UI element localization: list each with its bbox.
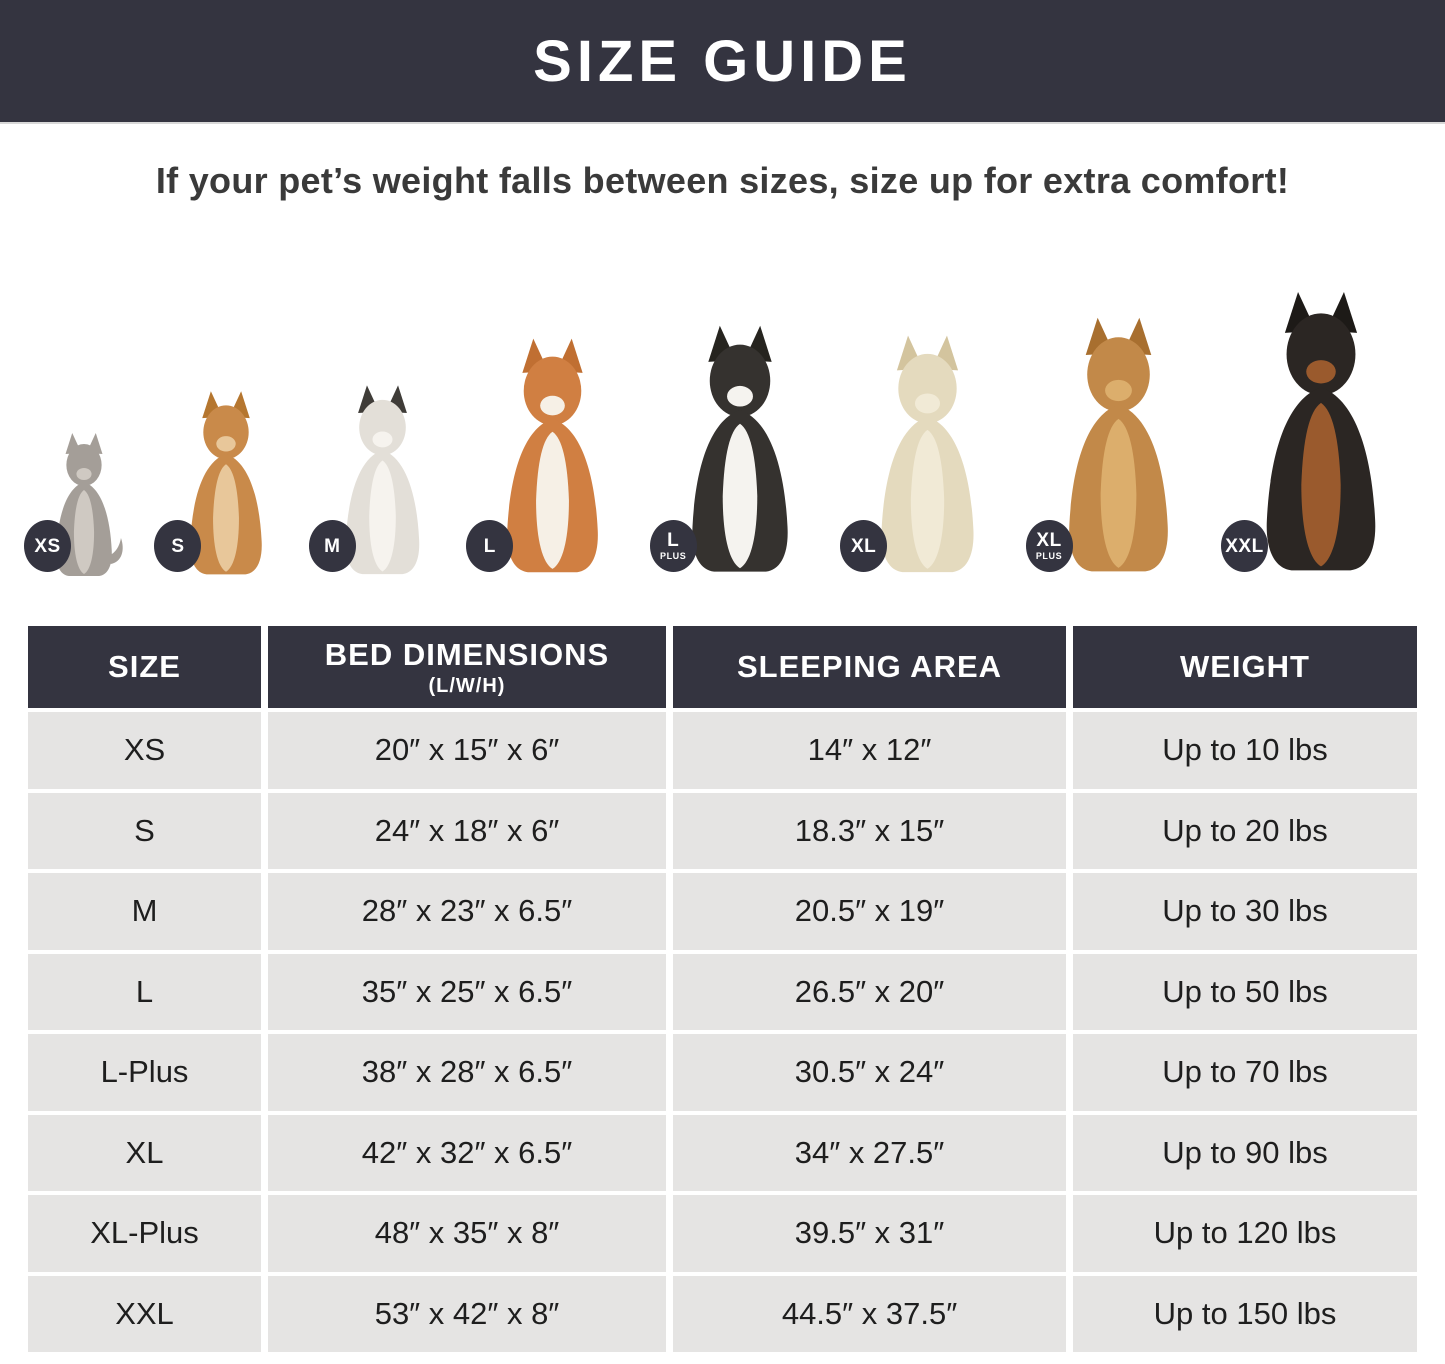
cell-bed: 35″ x 25″ x 6.5″ — [268, 954, 666, 1031]
banner — [0, 0, 1445, 124]
cell-size: M — [28, 873, 261, 950]
cell-area: 30.5″ x 24″ — [673, 1034, 1066, 1111]
cell-weight: Up to 70 lbs — [1073, 1034, 1417, 1111]
cell-size: XS — [28, 712, 261, 789]
size-badge-sublabel: PLUS — [659, 551, 687, 561]
size-badge — [466, 520, 513, 572]
cell-area: 18.3″ x 15″ — [673, 793, 1066, 870]
pet-pomeranian — [172, 390, 280, 582]
size-badge-label: XS — [34, 535, 61, 557]
pet-cat — [34, 432, 126, 582]
pet-labrador — [850, 334, 997, 582]
size-badge — [1026, 520, 1073, 572]
cell-weight: Up to 150 lbs — [1073, 1276, 1417, 1353]
size-badge-label: XL — [1036, 530, 1062, 551]
column-header-weight: WEIGHT — [1073, 626, 1417, 708]
cell-weight: Up to 50 lbs — [1073, 954, 1417, 1031]
pet-doberman — [1225, 290, 1403, 582]
size-badge-label: XXL — [1225, 535, 1264, 557]
cell-weight: Up to 10 lbs — [1073, 712, 1417, 789]
cell-area: 20.5″ x 19″ — [673, 873, 1066, 950]
cell-bed: 28″ x 23″ x 6.5″ — [268, 873, 666, 950]
pet-french-bulldog — [324, 384, 438, 582]
cell-size: L — [28, 954, 261, 1031]
cell-area: 26.5″ x 20″ — [673, 954, 1066, 1031]
cell-area: 14″ x 12″ — [673, 712, 1066, 789]
column-header-sleeping-area: SLEEPING AREA — [673, 626, 1066, 708]
size-badge-label: L — [667, 530, 680, 551]
pet-shiba-inu — [484, 337, 621, 582]
cell-size: S — [28, 793, 261, 870]
size-table — [28, 626, 1417, 1352]
cell-size: L-Plus — [28, 1034, 261, 1111]
size-badge — [309, 520, 356, 572]
subtitle: If your pet’s weight falls between sizes, size up for extra comfort! — [155, 160, 1290, 201]
size-badge — [840, 520, 887, 572]
column-header-bed-dimensions: BED DIMENSIONS (L/W/H) — [268, 626, 666, 708]
cell-size: XL-Plus — [28, 1195, 261, 1272]
size-badge-label: M — [324, 535, 341, 557]
cell-size: XXL — [28, 1276, 261, 1353]
pet-border-collie — [659, 324, 812, 582]
column-header-size: SIZE — [28, 626, 261, 708]
size-badge-label: L — [483, 535, 496, 557]
cell-weight: Up to 90 lbs — [1073, 1115, 1417, 1192]
cell-weight: Up to 120 lbs — [1073, 1195, 1417, 1272]
cell-bed: 24″ x 18″ x 6″ — [268, 793, 666, 870]
cell-area: 44.5″ x 37.5″ — [673, 1276, 1066, 1353]
cell-weight: Up to 30 lbs — [1073, 873, 1417, 950]
cell-bed: 20″ x 15″ x 6″ — [268, 712, 666, 789]
column-header-bed-sub: (L/W/H) — [428, 674, 506, 697]
size-badge-label: XL — [850, 535, 877, 557]
cell-size: XL — [28, 1115, 261, 1192]
cell-bed: 53″ x 42″ x 8″ — [268, 1276, 666, 1353]
cell-bed: 42″ x 32″ x 6.5″ — [268, 1115, 666, 1192]
page-title: SIZE GUIDE — [533, 28, 912, 94]
cell-weight: Up to 20 lbs — [1073, 793, 1417, 870]
size-badge-label: S — [171, 535, 185, 557]
size-badge — [24, 520, 71, 572]
size-badge — [1221, 520, 1268, 572]
pets-row — [34, 282, 1403, 582]
size-badge-sublabel: PLUS — [1035, 551, 1063, 561]
cell-area: 34″ x 27.5″ — [673, 1115, 1066, 1192]
size-badge — [650, 520, 697, 572]
cell-bed: 38″ x 28″ x 6.5″ — [268, 1034, 666, 1111]
pet-golden-retriever — [1035, 316, 1193, 582]
cell-bed: 48″ x 35″ x 8″ — [268, 1195, 666, 1272]
cell-area: 39.5″ x 31″ — [673, 1195, 1066, 1272]
